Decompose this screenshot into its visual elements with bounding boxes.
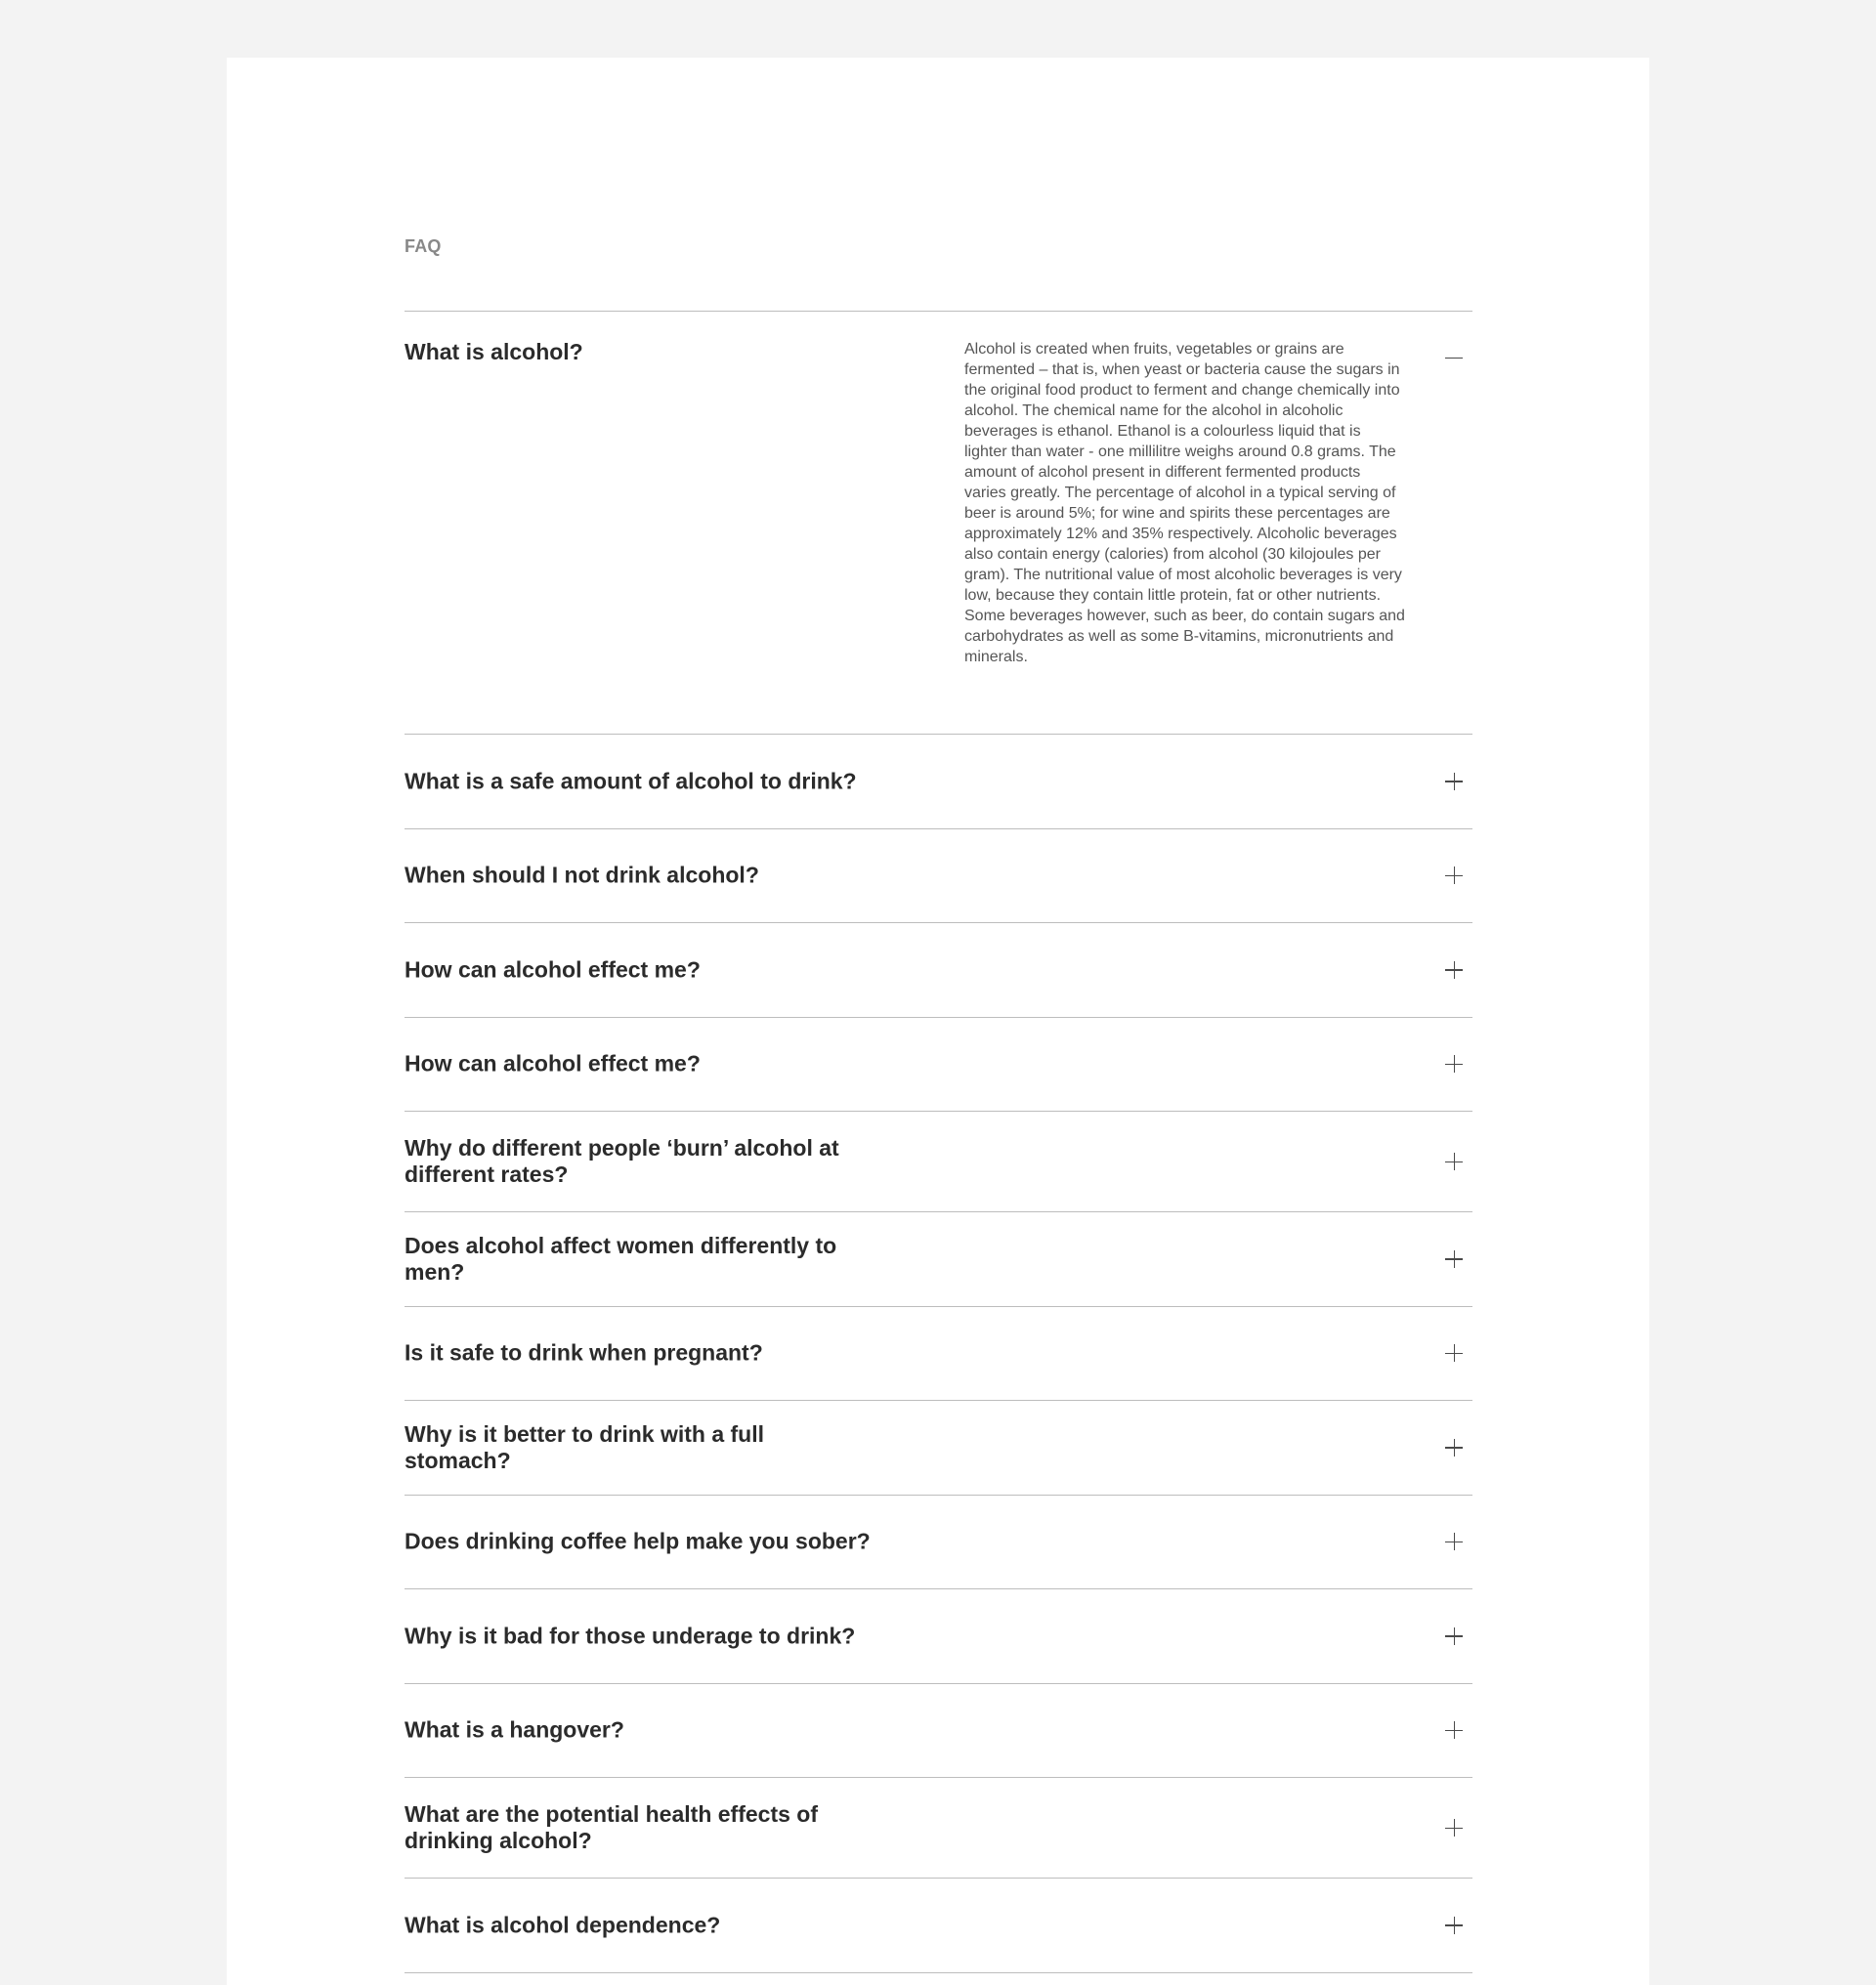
faq-question[interactable]: When should I not drink alcohol? [405, 862, 759, 888]
plus-icon[interactable] [1445, 866, 1463, 884]
plus-icon[interactable] [1445, 1250, 1463, 1268]
plus-icon[interactable] [1445, 1917, 1463, 1934]
faq-item[interactable] [405, 1018, 1472, 1113]
content-card [227, 58, 1649, 1985]
faq-question[interactable]: How can alcohol effect me? [405, 1050, 701, 1077]
faq-item[interactable] [405, 1496, 1472, 1590]
plus-icon[interactable] [1445, 1153, 1463, 1170]
faq-question[interactable]: What is alcohol dependence? [405, 1912, 721, 1938]
faq-question[interactable]: What is a hangover? [405, 1716, 624, 1743]
plus-icon[interactable] [1445, 1721, 1463, 1739]
plus-icon[interactable] [1445, 773, 1463, 790]
minus-icon[interactable] [1445, 349, 1463, 366]
faq-question[interactable]: Why is it bad for those underage to drink? [405, 1623, 856, 1649]
plus-icon[interactable] [1445, 1344, 1463, 1362]
plus-icon[interactable] [1445, 1627, 1463, 1645]
faq-item[interactable] [405, 1589, 1472, 1684]
faq-question[interactable]: Does drinking coffee help make you sober? [405, 1528, 871, 1554]
faq-item[interactable] [405, 1112, 1472, 1212]
faq-list [405, 311, 1472, 1973]
faq-heading: FAQ [405, 236, 442, 256]
faq-item[interactable] [405, 1879, 1472, 1973]
faq-question[interactable]: Is it safe to drink when pregnant? [405, 1339, 763, 1366]
faq-answer: Alcohol is created when fruits, vegetables or grains are fermented – that is, when yeast or bacteria cause the sugars in the original food product to ferment and change chemically into alcohol. The chemical name for the alcohol in alcoholic beverages is ethanol. Ethanol is a colourless liquid that is lighter than water - one millilitre weighs around 0.8 grams. The amount of alcohol present in different fermented products varies greatly. The percentage of alcohol in a typical serving of beer is around 5%; for wine and spirits these percentages are approximately 12% and 35% respectively. Alcoholic beverages also contain energy (calories) from alcohol (30 kilojoules per gram). The nutritional value of most alcoholic beverages is very low, because they contain little protein, fat or other nutrients. Some beverages however, such as beer, do contain sugars and carbohydrates as well as some B-vitamins, micronutrients and minerals. [964, 341, 1405, 665]
faq-question[interactable]: How can alcohol effect me? [405, 956, 701, 983]
faq-item[interactable] [405, 1401, 1472, 1496]
faq-question[interactable]: What are the potential health effects of drinking alcohol? [405, 1801, 818, 1853]
faq-item[interactable] [405, 1684, 1472, 1779]
faq-item[interactable] [405, 1212, 1472, 1307]
faq-item[interactable] [405, 312, 1472, 735]
faq-item[interactable] [405, 829, 1472, 924]
faq-item[interactable] [405, 923, 1472, 1018]
faq-item[interactable] [405, 1778, 1472, 1879]
faq-question[interactable]: What is a safe amount of alcohol to drink? [405, 768, 857, 794]
faq-question[interactable]: Why do different people ‘burn’ alcohol at different rates? [405, 1135, 839, 1187]
plus-icon[interactable] [1445, 961, 1463, 979]
plus-icon[interactable] [1445, 1439, 1463, 1457]
faq-item[interactable] [405, 735, 1472, 829]
plus-icon[interactable] [1445, 1819, 1463, 1837]
faq-item[interactable] [405, 1307, 1472, 1402]
faq-question[interactable]: What is alcohol? [405, 339, 583, 364]
faq-question[interactable]: Why is it better to drink with a full stomach? [405, 1420, 765, 1473]
plus-icon[interactable] [1445, 1533, 1463, 1550]
plus-icon[interactable] [1445, 1055, 1463, 1073]
faq-question[interactable]: Does alcohol affect women differently to men? [405, 1232, 837, 1285]
